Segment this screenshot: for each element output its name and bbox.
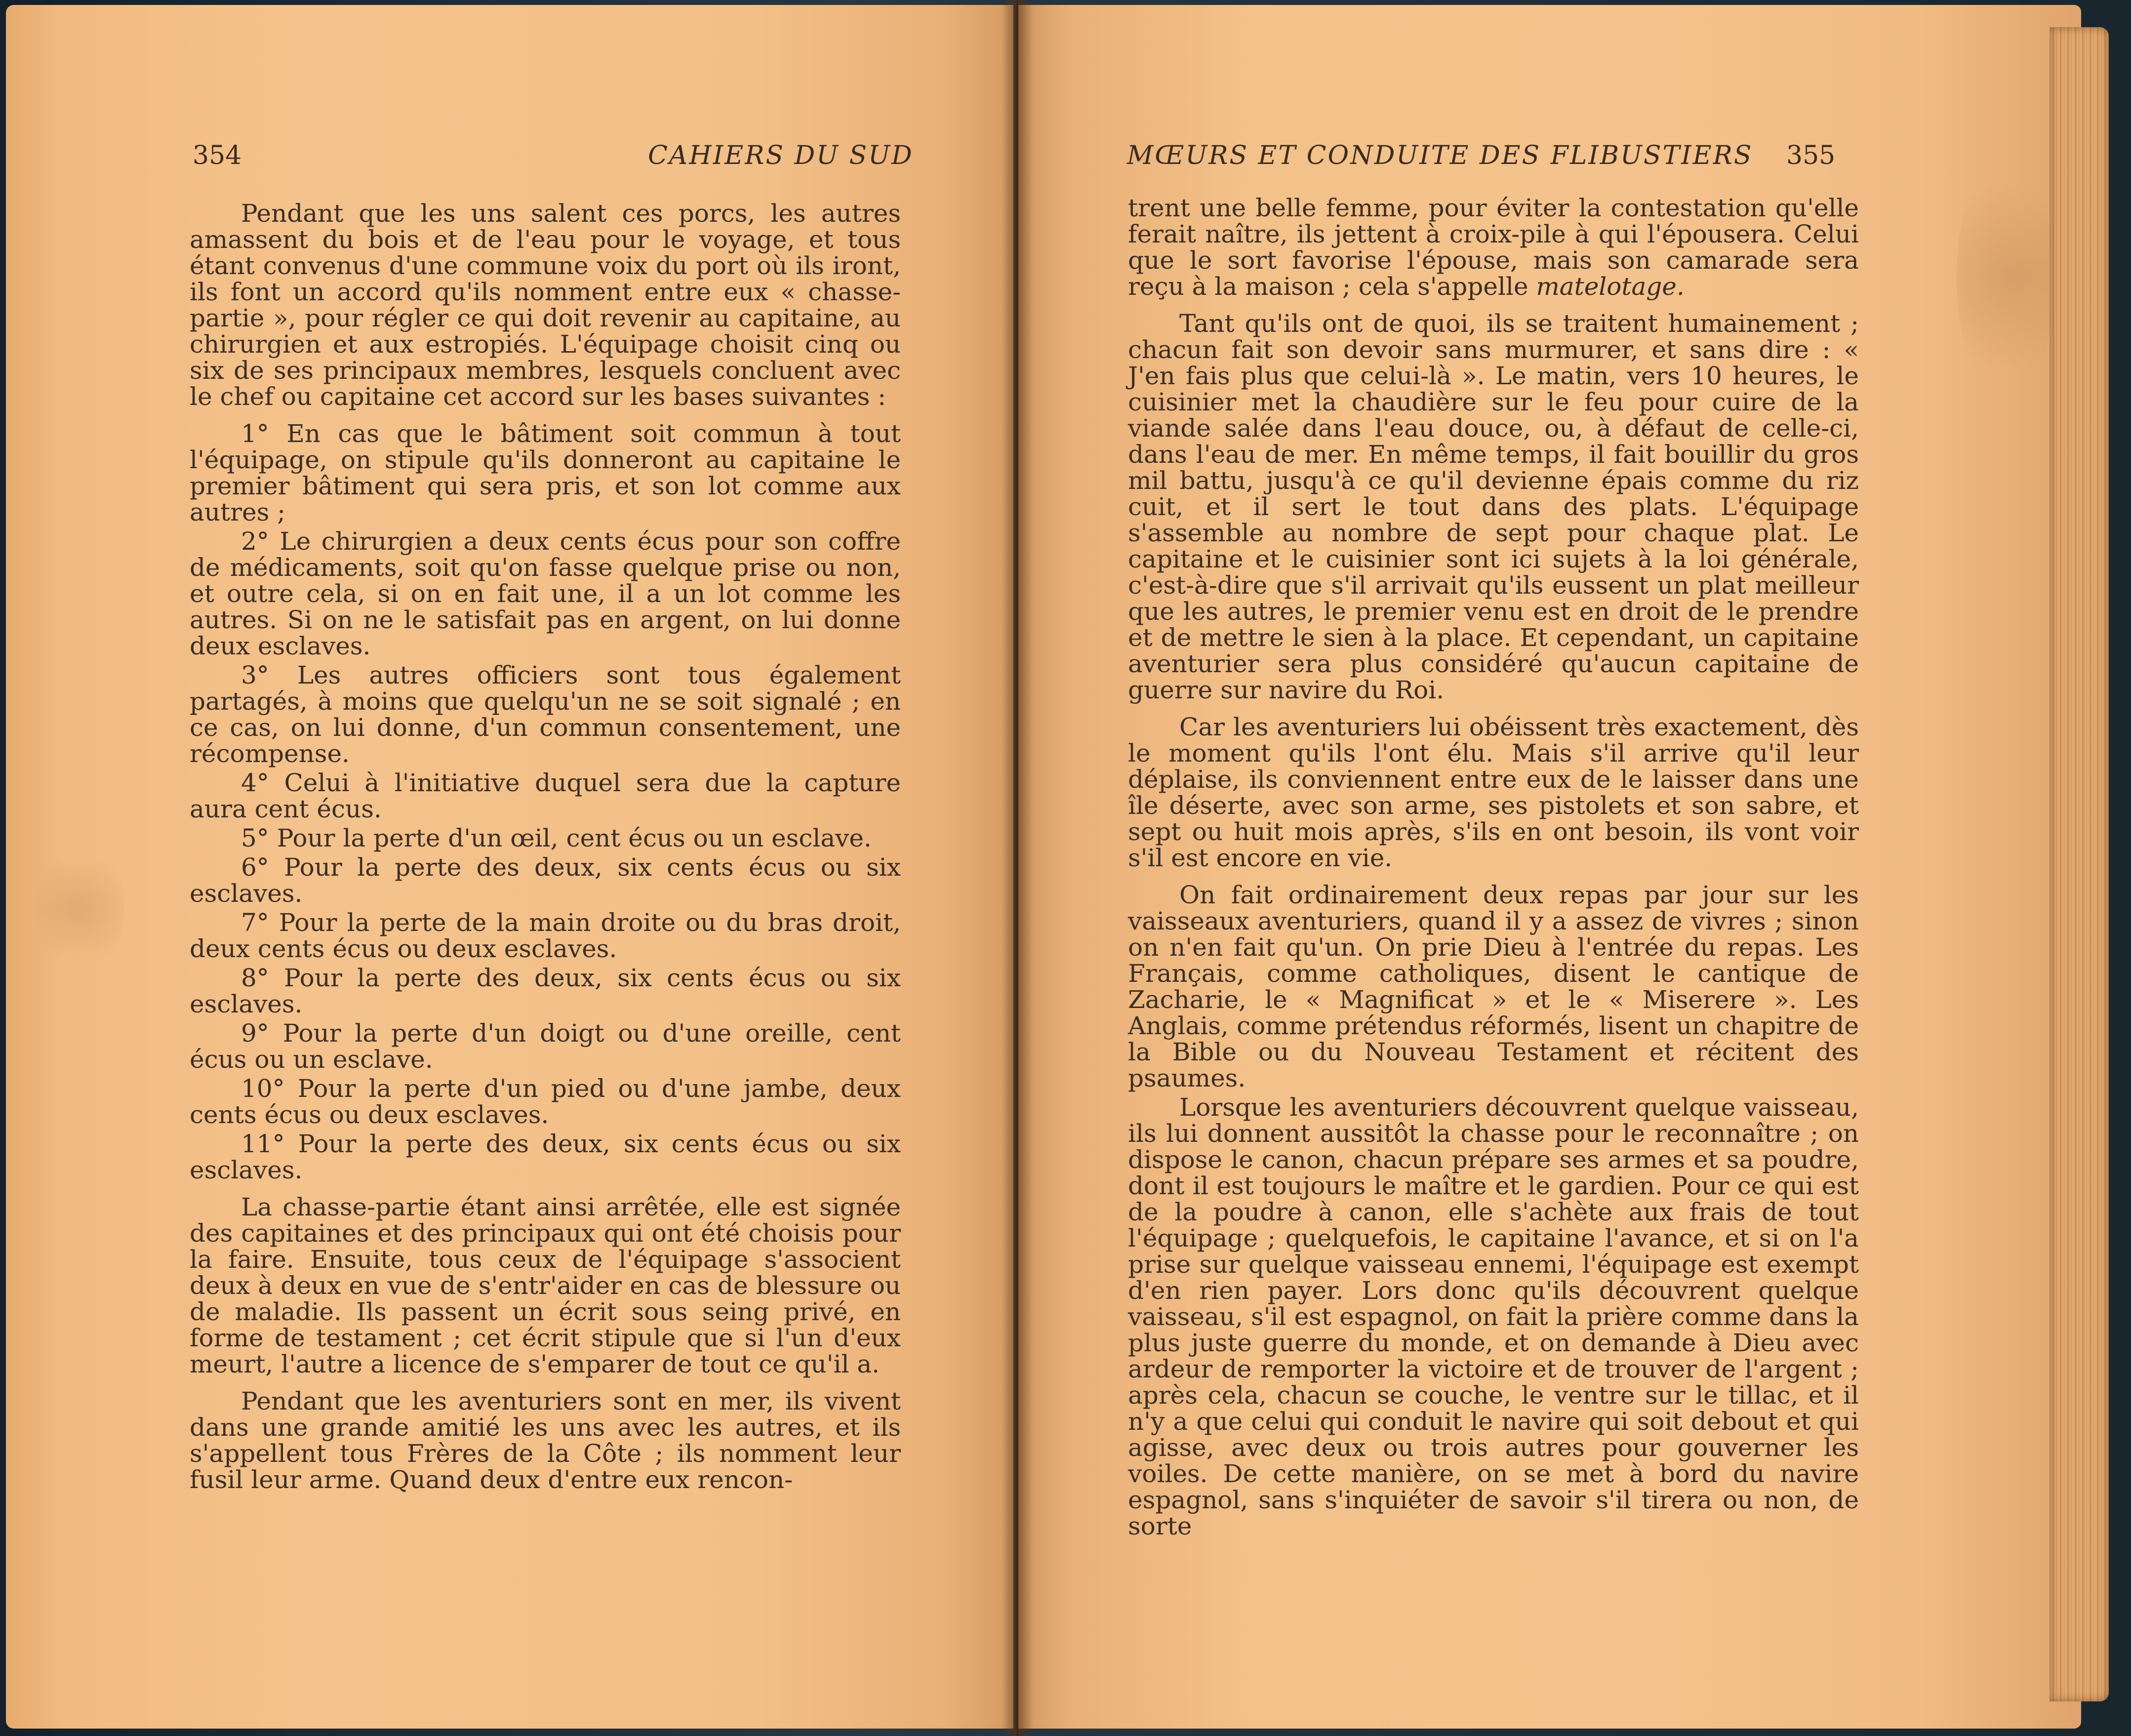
- paragraph: Pendant que les aventuriers sont en mer, ils vivent dans une grande amitié les uns avec les autres, et ils s'appellent tous Frères de la Côte ; ils nomment leur fusil leur arme. Quand deux d'entre eux rencon-: [190, 1387, 901, 1494]
- list-item: 4° Celui à l'initiative duquel sera due la capture aura cent écus.: [190, 768, 901, 823]
- italic-term: matelotage.: [1536, 272, 1685, 301]
- right-page-body: [1128, 195, 1859, 1539]
- left-page: [6, 5, 1013, 1729]
- paper-stain: [36, 845, 124, 973]
- running-head-left: CAHIERS DU SUD: [648, 141, 914, 170]
- paragraph: On fait ordinairement deux repas par jour sur les vaisseaux aventuriers, quand il y a assez de vivres ; sinon on n'en fait qu'un. On prie Dieu à l'entrée du repas. Les Français, comme catholiques, disent le cantique de Zacharie, le « Magnificat » et le « Miserere ». Les Anglais, comme prétendus réformés, lisent un chapitre de la Bible ou du Nouveau Testament et récitent des psaumes.: [1128, 881, 1859, 1092]
- paragraph: La chasse-partie étant ainsi arrêtée, elle est signée des capitaines et des principaux qui ont été choisis pour la faire. Ensuite, tous ceux de l'équipage s'associent deux à deux en vue de s'entr'aider en cas de blessure ou de maladie. Ils passent un écrit sous seing privé, en forme de testament ; cet écrit stipule que si l'un d'eux meurt, l'autre a licence de s'emparer de tout ce qu'il a.: [190, 1193, 901, 1378]
- paragraph: Pendant que les uns salent ces porcs, les autres amassent du bois et de l'eau pour le voyage, et tous étant convenus d'une commune voix du port où ils iront, ils font un accord qu'ils nomment entre eux « chasse-partie », pour régler ce qui doit revenir au capitaine, au chirurgien et aux estropiés. L'équipage choisit cinq ou six de ses principaux membres, lesquels concluent avec le chef ou capitaine cet accord sur les bases suivantes :: [190, 199, 901, 411]
- list-item: 6° Pour la perte des deux, six cents écus ou six esclaves.: [190, 853, 901, 908]
- right-page: [1018, 5, 2081, 1729]
- page-number-left: 354: [193, 141, 242, 170]
- paragraph-text: trent une belle femme, pour éviter la contestation qu'elle ferait naître, ils jettent à croix-pile à qui l'épousera. Celui que le sort favorise l'épouse, mais son camarade sera reçu à la maison ; cela s'appelle: [1128, 194, 1859, 301]
- running-head-right: MŒURS ET CONDUITE DES FLIBUSTIERS: [1127, 141, 1753, 170]
- left-page-body: [190, 201, 901, 1493]
- list-item: 9° Pour la perte d'un doigt ou d'une oreille, cent écus ou un esclave.: [190, 1019, 901, 1074]
- page-edges: [2050, 27, 2109, 1701]
- list-item: 5° Pour la perte d'un œil, cent écus ou un esclave.: [241, 824, 872, 852]
- paragraph: Car les aventuriers lui obéissent très exactement, dès le moment qu'ils l'ont élu. Mais s'il arrive qu'il leur déplaise, ils conviennent entre eux de le laisser dans une île déserte, avec son arme, ses pistolets et son sabre, et sept ou huit mois après, s'ils en ont besoin, ils vont voir s'il est encore en vie.: [1128, 713, 1859, 872]
- list-item: 1° En cas que le bâtiment soit commun à tout l'équipage, on stipule qu'ils donneront au capitaine le premier bâtiment qui sera pris, et son lot comme aux autres ;: [190, 419, 901, 526]
- list-item: 8° Pour la perte des deux, six cents écus ou six esclaves.: [190, 964, 901, 1018]
- list-item: 11° Pour la perte des deux, six cents écus ou six esclaves.: [190, 1130, 901, 1184]
- paper-stain: [1957, 153, 2055, 400]
- page-number-right: 355: [1786, 141, 1836, 170]
- list-item: 7° Pour la perte de la main droite ou du bras droit, deux cents écus ou deux esclaves.: [190, 908, 901, 963]
- list-item: 2° Le chirurgien a deux cents écus pour son coffre de médicaments, soit qu'on fasse quelque prise ou non, et outre cela, si on en fait une, il a un lot comme les autres. Si on ne le satisfait pas en argent, on lui donne deux esclaves.: [190, 527, 901, 660]
- paragraph: Lorsque les aventuriers découvrent quelque vaisseau, ils lui donnent aussitôt la chasse pour le reconnaître ; on dispose le canon, chacun prépare ses armes et sa poudre, dont il est toujours le maître et le gardien. Pour ce qui est de la poudre à canon, elle s'achète aux frais de tout l'équipage ; quelquefois, le capitaine l'avance, et si on l'a prise sur quelque vaisseau ennemi, l'équipage est exempt d'en rien payer. Lors donc qu'ils découvrent quelque vaisseau, s'il est espagnol, on fait la prière comme dans la plus juste guerre du monde, et on demande à Dieu avec ardeur de remporter la victoire et de trouver de l'argent ; après cela, chacun se couche, le ventre sur le tillac, et il n'y a que celui qui conduit le navire qui soit debout et qui agisse, avec deux ou trois autres pour gouverner les voiles. De cette manière, on se met à bord du navire espagnol, sans s'inquiéter de savoir s'il tirera ou non, de sorte: [1128, 1093, 1859, 1540]
- list-item: 3° Les autres officiers sont tous également partagés, à moins que quelqu'un ne se soit signalé ; en ce cas, on lui donne, d'un commun consentement, une récompense.: [190, 661, 901, 768]
- list-item: 10° Pour la perte d'un pied ou d'une jambe, deux cents écus ou deux esclaves.: [190, 1074, 901, 1129]
- paragraph-continued: [1128, 195, 1859, 300]
- paragraph: Tant qu'ils ont de quoi, ils se traitent humainement ; chacun fait son devoir sans murmurer, et sans dire : « J'en fais plus que celui-là ». Le matin, vers 10 heures, le cuisinier met la chaudière sur le feu pour cuire de la viande salée dans l'eau douce, ou, à défaut de celle-ci, dans l'eau de mer. En même temps, il fait bouillir du gros mil battu, jusqu'à ce qu'il devienne épais comme du riz cuit, et il sert le tout dans des plats. L'équipage s'assemble au nombre de sept pour chaque plat. Le capitaine et le cuisinier sont ici sujets à la loi générale, c'est-à-dire que s'il arrivait qu'ils eussent un plat meilleur que les autres, le premier venu est en droit de le prendre et de mettre le sien à la place. Et cependant, un capitaine aventurier sera plus considéré qu'aucun capitaine de guerre sur navire du Roi.: [1128, 309, 1859, 704]
